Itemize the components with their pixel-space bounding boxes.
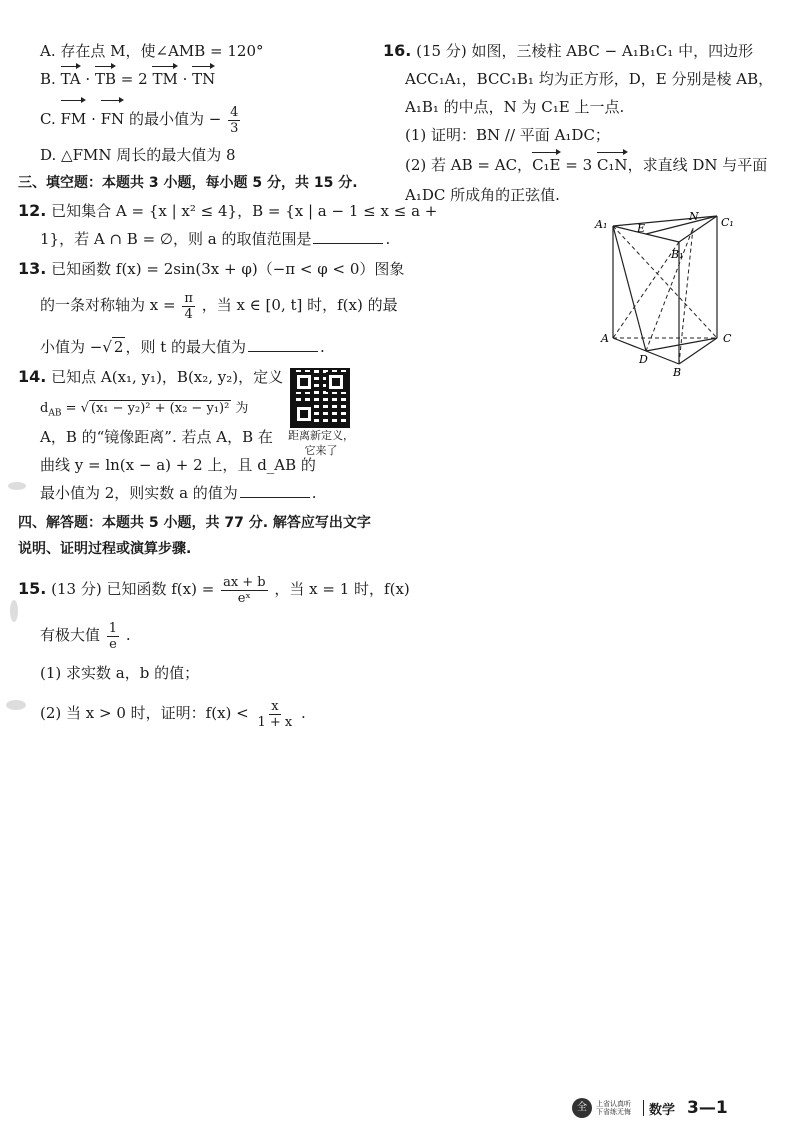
equals-sqrt: = √ [61,401,89,416]
denominator: 3 [230,120,239,136]
question-text: 已知集合 A = {x | x² ≤ 4}，B = {x | a − 1 ≤ x ≤ a + [51,202,438,220]
question-14-line-4: 曲线 y = ln(x − a) + 2 上，且 d_AB 的 [40,456,316,474]
label-n: N [689,210,699,223]
numerator: ax + b [223,574,266,590]
equals-three: = 3 [560,156,597,174]
question-text: 为 [231,401,249,416]
slogan-line-1: 上省认真听 [596,1100,631,1108]
question-number: 14. [18,367,47,386]
question-16-line-2: ACC₁A₁，BCC₁B₁ 均为正方形，D，E 分别是棱 AB， [405,70,774,88]
publisher-logo: 全 [572,1098,592,1118]
page-number: 3—1 [687,1098,728,1118]
denominator: e [109,636,117,652]
question-text: 已知点 A(x₁, y₁)，B(x₂, y₂)，定义 [51,368,284,386]
fraction-x-over-1-plus-x [256,699,295,730]
option-c-label: C. [40,110,56,128]
answer-blank[interactable] [240,482,310,498]
footer-divider [643,1100,644,1116]
question-text: 已知函数 f(x) = 2sin(3x + φ)（−π < φ < 0）图象 [51,260,405,278]
qr-finder-pattern [294,404,314,424]
question-number: 15. [18,579,47,598]
equals-two: = 2 [120,70,148,88]
edge-a1-c1 [613,216,717,226]
question-text: (15 分) 如图，三棱柱 ABC − A₁B₁C₁ 中，四边形 [416,42,754,60]
question-12-line-1 [18,200,437,222]
scan-smudge [8,482,26,490]
period: . [301,704,306,722]
question-13-line-1 [18,258,404,280]
period: . [320,338,325,356]
section-3-title: 三、填空题：本题共 3 小题，每小题 5 分，共 15 分. [18,175,358,191]
question-number: 16. [383,41,412,60]
question-text: (2) 当 x > 0 时，证明：f(x) < [40,704,249,722]
qr-caption-line-1: 距离新定义， [288,429,354,442]
section-4-title-line-1: 四、解答题：本题共 5 小题，共 77 分. 解答应写出文字 [18,515,371,531]
option-b [40,68,215,90]
vector-c1n: C₁N [596,156,628,174]
answer-blank[interactable] [313,228,383,244]
qr-caption [286,428,356,458]
label-a: A [601,332,609,345]
option-a: A. 存在点 M，使∠AMB = 120° [40,42,264,60]
question-number: 13. [18,259,47,278]
period: . [385,230,391,248]
fraction-one-over-e [107,621,119,652]
question-14-line-2 [40,398,248,425]
scan-smudge [6,700,26,710]
edge-d-n-hidden [646,228,693,351]
label-b1: B₁ [671,248,684,261]
vector-fn: FN [101,102,125,136]
fraction-function [221,575,268,606]
question-15-part-1: (1) 求实数 a，b 的值； [40,664,200,682]
question-14-line-3: A，B 的“镜像距离”. 若点 A，B 在 [40,428,273,446]
question-text: 的一条对称轴为 x = [40,296,176,314]
denominator: 4 [184,306,193,322]
denominator: 1 + x [257,714,293,730]
edge-a1-c-hidden [613,226,717,338]
numerator: π [184,290,193,306]
vector-tn: TN [192,70,216,88]
vector-c1e: C₁E [532,156,561,174]
question-number: 12. [18,201,47,220]
label-d: D [639,353,648,366]
question-15-part-2 [40,696,306,730]
label-e: E [637,222,646,235]
question-16-line-1 [383,40,753,62]
dot-operator: · [91,110,96,128]
label-c: C [723,332,732,345]
question-16-part-2 [405,154,767,176]
prism-figure [593,206,753,378]
denominator: eˣ [237,590,251,606]
fraction-pi-over-4 [182,291,195,322]
publisher-slogan [596,1100,634,1116]
vector-tb: TB [94,70,116,88]
question-text: 有极大值 [40,626,101,644]
sqrt-radicand: (x₁ − y₂)² + (x₂ − y₁)² [90,401,230,416]
period: . [125,626,131,644]
question-15-line-2 [40,618,131,652]
option-c [40,102,242,136]
question-text: ，当 x ∈ [0, t] 时，f(x) 的最 [201,296,398,314]
numerator: 1 [108,620,118,636]
vector-fm: FM [61,102,87,136]
numerator: x [271,698,279,714]
subject-label: 数学 [649,1102,676,1118]
scan-smudge [10,600,18,622]
question-16-line-4: A₁DC 所成角的正弦值. [405,186,560,204]
question-text: ，则 t 的最大值为 [125,338,247,356]
option-b-label: B. [40,70,56,88]
slogan-line-2: 下省练无悔 [596,1108,631,1116]
question-12-line-2 [40,228,390,250]
question-14-line-1 [18,366,283,388]
question-text: ，求直线 DN 与平面 [627,156,768,174]
vector-tm: TM [152,70,178,88]
question-text: ，当 x = 1 时，f(x) [274,580,410,598]
qr-code[interactable] [290,368,350,428]
question-14-line-5 [40,482,317,504]
question-15-line-1 [18,572,410,606]
period: . [311,484,317,502]
label-c1: C₁ [721,216,734,229]
question-text: (13 分) 已知函数 f(x) = [51,580,215,598]
question-text: 1}，若 A ∩ B = ∅，则 a 的取值范围是 [40,230,312,248]
qr-finder-pattern [294,372,314,392]
answer-blank[interactable] [248,336,318,352]
fraction-four-thirds [228,105,240,136]
question-16-part-1: (1) 证明：BN // 平面 A₁DC； [405,126,610,144]
dot-operator: · [85,70,91,88]
option-d: D. △FMN 周长的最大值为 8 [40,146,236,164]
numerator: 4 [230,104,239,120]
section-4-title-line-2: 说明、证明过程或演算步骤. [18,541,192,557]
label-b: B [673,366,682,378]
question-text: 小值为 − [40,338,103,356]
question-text: (2) 若 AB = AC， [405,156,533,174]
edge-a1-d [613,226,646,351]
qr-finder-pattern [326,372,346,392]
qr-caption-line-2: 它来了 [304,444,338,457]
question-16-line-3: A₁B₁ 的中点，N 为 C₁E 上一点. [405,98,625,116]
distance-subscript: AB [48,408,62,419]
label-a1: A₁ [595,218,608,231]
question-13-line-3: 小值为 −√ 2 ，则 t 的最大值为 . [40,338,325,356]
distance-symbol: d [40,401,49,416]
question-13-line-2 [40,288,398,322]
edge-e-c1 [646,216,717,234]
vector-ta: TA [60,70,81,88]
dot-operator: · [182,70,188,88]
question-text: 最小值为 2，则实数 a 的值为 [40,484,238,502]
option-c-text: 的最小值为 − [128,110,222,128]
page-footer [572,1096,728,1120]
sqrt-radicand: 2 [113,338,124,356]
